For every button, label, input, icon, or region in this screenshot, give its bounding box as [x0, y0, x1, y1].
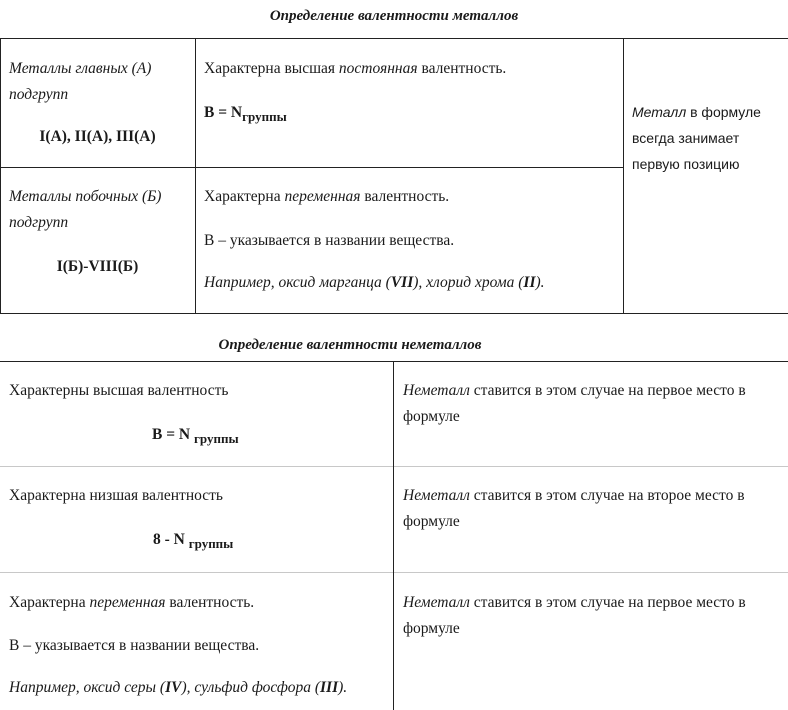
metals-main-label-line1: Металлы главных (А) — [9, 60, 152, 77]
example-roman-1: IV — [165, 679, 182, 696]
nonmetals-higher-valence-text: Характерны высшая валентность — [9, 382, 229, 399]
metals-side-label-line2: подгрупп — [9, 214, 69, 231]
nonmetals-row1-position-note — [403, 378, 746, 430]
nonmetals-row2-position-note — [403, 483, 745, 535]
metals-main-subgroups-label — [9, 56, 151, 108]
metal-word: Металл — [632, 104, 687, 120]
note-rest: ставится в этом случае на второе место в — [469, 487, 745, 504]
metals-main-label-line2: подгрупп — [9, 86, 69, 103]
text-suffix: валентность. — [165, 594, 255, 611]
text-italic: постоянная — [338, 60, 418, 77]
formula-subscript: группы — [194, 431, 239, 446]
example-roman-2: II — [523, 274, 536, 291]
formula-subscript: группы — [188, 536, 234, 551]
formula-subscript: группы — [242, 109, 287, 124]
example-prefix: Например, оксид марганца ( — [204, 274, 391, 291]
metals-side-valence-note: В – указывается в названии вещества. — [204, 232, 455, 249]
nonmetals-variable-valence-text — [9, 590, 254, 616]
metals-position-line2: всегда занимает — [632, 130, 740, 146]
metals-col-divider-2 — [623, 38, 624, 314]
metals-position-line3: первую позицию — [632, 156, 740, 172]
nonmetals-higher-formula — [152, 422, 239, 448]
note-rest: ставится в этом случае на первое место в — [469, 594, 746, 611]
nonmetals-row-divider-1 — [0, 466, 788, 467]
metals-position-note — [632, 99, 761, 177]
metals-main-groups: I(А), II(А), III(А) — [39, 128, 156, 145]
metals-side-valence-text — [204, 184, 449, 210]
nonmetals-table-title: Определение валентности неметаллов — [218, 337, 482, 353]
nonmetals-lower-formula — [153, 527, 233, 553]
metals-side-label-line1: Металлы побочных (Б) — [9, 188, 162, 205]
formula-main: 8 - N — [153, 531, 185, 548]
nonmetal-word: Неметалл — [403, 382, 470, 399]
nonmetal-word: Неметалл — [403, 594, 470, 611]
metals-top-border — [0, 38, 788, 39]
example-roman-2: III — [320, 679, 339, 696]
note-line2: формуле — [403, 408, 460, 425]
nonmetals-row-divider-2 — [0, 572, 788, 573]
note-rest: ставится в этом случае на первое место в — [469, 382, 746, 399]
formula-main: В = N — [204, 104, 243, 121]
example-roman-1: VII — [390, 274, 414, 291]
metals-table-title: Определение валентности металлов — [269, 8, 519, 24]
example-mid: ), хлорид хрома ( — [413, 274, 524, 291]
text-suffix: валентность. — [360, 188, 450, 205]
metals-side-subgroups-label — [9, 184, 161, 236]
nonmetals-row3-position-note — [403, 590, 746, 642]
nonmetals-variable-valence-note: В – указывается в названии вещества. — [9, 637, 260, 654]
metals-main-formula — [204, 100, 287, 126]
note-line2: формуле — [403, 513, 460, 530]
metals-side-groups: I(Б)-VIII(Б) — [56, 258, 139, 275]
metals-bottom-border — [0, 313, 788, 314]
metals-side-example — [204, 270, 545, 296]
nonmetals-lower-valence-text: Характерна низшая валентность — [9, 487, 223, 504]
metals-col-divider-1 — [195, 38, 196, 314]
text-italic: переменная — [89, 594, 166, 611]
nonmetals-top-border — [0, 361, 788, 362]
metals-position-line1 — [632, 99, 761, 125]
metals-main-valence-text — [204, 56, 506, 82]
example-suffix: ). — [535, 274, 545, 291]
metals-row-divider — [0, 167, 623, 168]
text-prefix: Характерна — [204, 188, 285, 205]
line1-rest: в формуле — [686, 104, 761, 120]
nonmetals-variable-example — [9, 675, 347, 701]
formula-main: В = N — [152, 426, 191, 443]
example-prefix: Например, оксид серы ( — [9, 679, 166, 696]
example-mid: ), сульфид фосфора ( — [181, 679, 320, 696]
nonmetal-word: Неметалл — [403, 487, 470, 504]
text-italic: переменная — [284, 188, 361, 205]
text-prefix: Характерна высшая — [204, 60, 339, 77]
example-suffix: ). — [338, 679, 348, 696]
text-suffix: валентность. — [417, 60, 507, 77]
text-prefix: Характерна — [9, 594, 90, 611]
nonmetals-col-divider — [393, 361, 394, 710]
note-line2: формуле — [403, 620, 460, 637]
